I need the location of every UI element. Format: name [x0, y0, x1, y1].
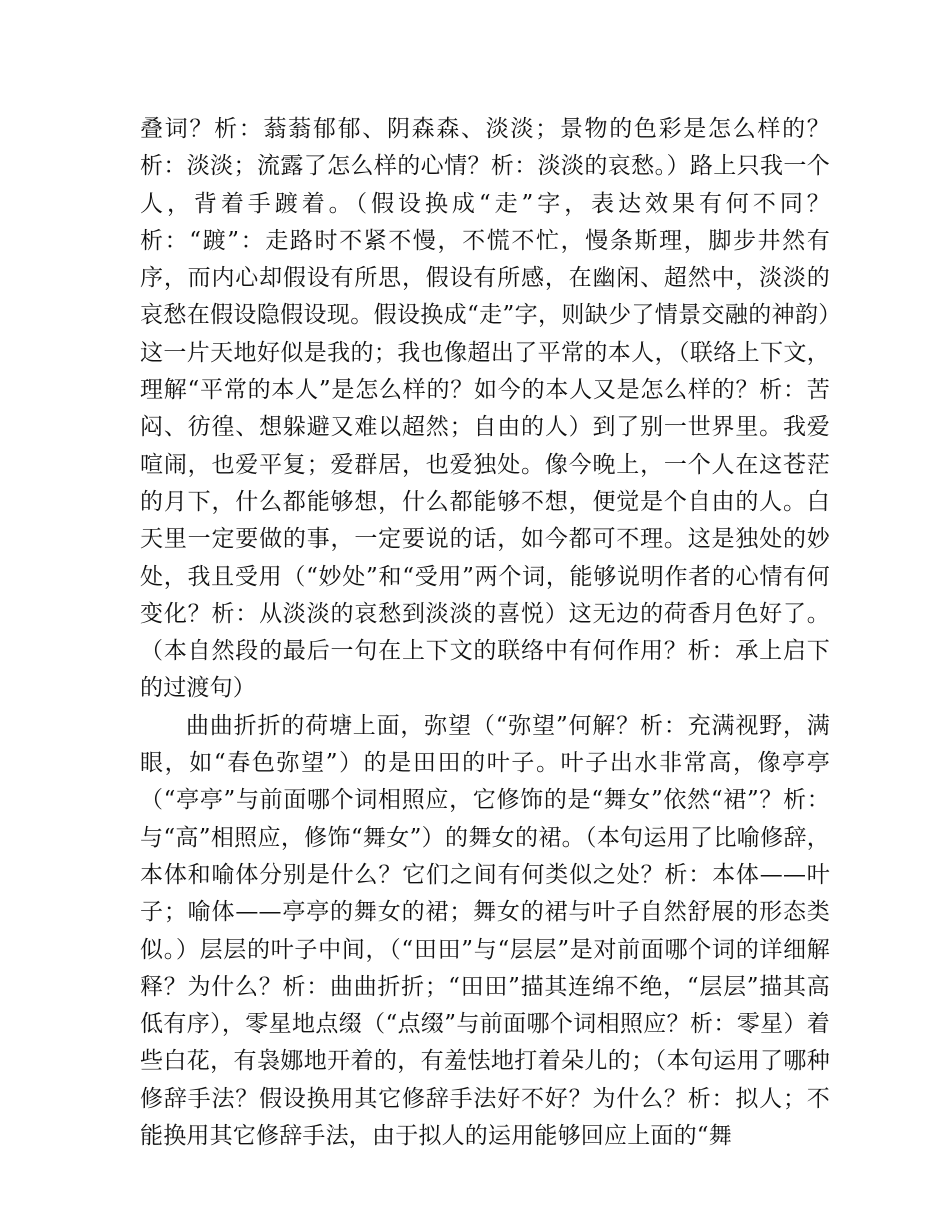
body-text — [140, 111, 830, 1155]
paragraph-2: 曲曲折折的荷塘上面，弥望（“弥望”何解？析：充满视野，满眼，如“春色弥望”）的是田田的叶子。叶子出水非常高，像亭亭（“亭亭”与前面哪个词相照应，它修饰的是“舞女”依然“裙”？析：与“高”相照应，修饰“舞女”）的舞女的裙。（本句运用了比喻修辞，本体和喻体分别是什么？它们之间有何类似之处？析：本体——叶子；喻体——亭亭的舞女的裙；舞女的裙与叶子自然舒展的形态类似。）层层的叶子中间，（“田田”与“层层”是对前面哪个词的详细解释？为什么？析：曲曲折折；“田田”描其连绵不绝，“层层”描其高低有序），零星地点缀（“点缀”与前面哪个词相照应？析：零星）着些白花，有袅娜地开着的，有羞怯地打着朵儿的；（本句运用了哪种修辞手法？假设换用其它修辞手法好不好？为什么？析：拟人；不能换用其它修辞手法，由于拟人的运用能够回应上面的“舞 — [140, 712, 830, 1150]
paragraph-1: 叠词？析：蓊蓊郁郁、阴森森、淡淡；景物的色彩是怎么样的？析：淡淡；流露了怎么样的心情？析：淡淡的哀愁。）路上只我一个人，背着手踱着。（假设换成“走”字，表达效果有何不同？析：“踱”：走路时不紧不慢，不慌不忙，慢条斯理，脚步井然有序，而内心却假设有所思，假设有所感，在幽闲、超然中，淡淡的哀愁在假设隐假设现。假设换成“走”字，则缺少了情景交融的神韵）这一片天地好似是我的；我也像超出了平常的本人，（联络上下文，理解“平常的本人”是怎么样的？如今的本人又是怎么样的？析：苦闷、彷徨、想躲避又难以超然；自由的人）到了别一世界里。我爱喧闹，也爱平复；爱群居，也爱独处。像今晚上，一个人在这苍茫的月下，什么都能够想，什么都能够不想，便觉是个自由的人。白天里一定要做的事，一定要说的话，如今都可不理。这是独处的妙处，我且受用（“妙处”和“受用”两个词，能够说明作者的心情有何变化？析：从淡淡的哀愁到淡淡的喜悦）这无边的荷香月色好了。（本自然段的最后一句在上下文的联络中有何作用？析：承上启下的过渡句） — [140, 116, 830, 702]
